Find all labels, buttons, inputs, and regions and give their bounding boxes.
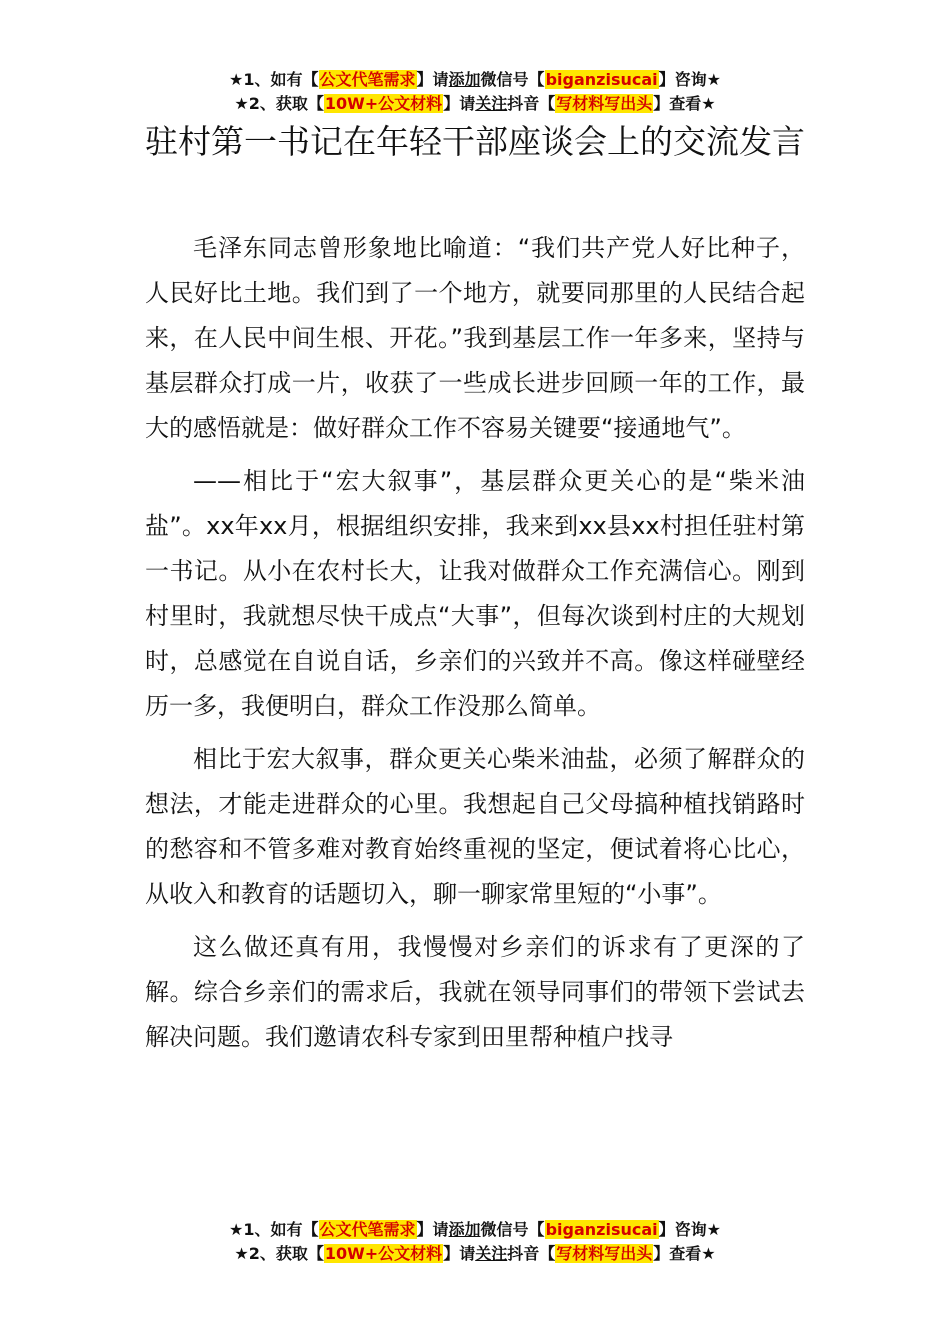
banner-highlight-douyin-account: 写材料写出头	[556, 1244, 653, 1263]
banner-line-1	[0, 68, 950, 92]
banner-highlight-service: 公文代笔需求	[319, 1220, 416, 1239]
banner-text: ★1、如有【	[229, 1220, 319, 1239]
banner-text: 抖音【	[507, 94, 556, 113]
document-title: 驻村第一书记在年轻干部座谈会上的交流发言	[145, 122, 805, 161]
banner-text: 微信号【	[480, 1220, 545, 1239]
banner-emphasis: 关注	[475, 94, 508, 113]
banner-text: 抖音【	[507, 1244, 556, 1263]
banner-text: ★1、如有【	[229, 70, 319, 89]
banner-highlight-wechat-id: biganzisucai	[545, 1220, 658, 1239]
banner-text: 】请	[416, 1220, 449, 1239]
banner-text: 】查看★	[653, 1244, 716, 1263]
banner-text: ★2、获取【	[234, 94, 324, 113]
paragraph-1: 毛泽东同志曾形象地比喻道：“我们共产党人好比种子，人民好比土地。我们到了一个地方，就要同那里的人民结合起来，在人民中间生根、开花。”我到基层工作一年多来，坚持与基层群众打成一片，收获了一些成长进步回顾一年的工作，最大的感悟就是：做好群众工作不容易关键要“接通地气”。	[145, 234, 805, 442]
document-body	[145, 226, 805, 1068]
header-banner	[0, 68, 950, 116]
banner-text: 】咨询★	[658, 70, 721, 89]
banner-highlight-douyin-account: 写材料写出头	[556, 94, 653, 113]
banner-line-2	[0, 1242, 950, 1266]
paragraph-3: 相比于宏大叙事，群众更关心柴米油盐，必须了解群众的想法，才能走进群众的心里。我想起自己父母搞种植找销路时的愁容和不管多难对教育始终重视的坚定，便试着将心比心，从收入和教育的话题切入，聊一聊家常里短的“小事”。	[145, 745, 805, 908]
banner-text: 】请	[443, 1244, 476, 1263]
banner-emphasis: 添加	[448, 70, 481, 89]
banner-text: 微信号【	[480, 70, 545, 89]
banner-text: 】请	[416, 70, 449, 89]
banner-text: 】查看★	[653, 94, 716, 113]
footer-banner	[0, 1218, 950, 1266]
banner-emphasis: 关注	[475, 1244, 508, 1263]
banner-text: 】请	[443, 94, 476, 113]
paragraph-4: 这么做还真有用，我慢慢对乡亲们的诉求有了更深的了解。综合乡亲们的需求后，我就在领导同事们的带领下尝试去解决问题。我们邀请农科专家到田里帮种植户找寻	[145, 933, 805, 1051]
paragraph-2: ——相比于“宏大叙事”，基层群众更关心的是“柴米油盐”。xx年xx月，根据组织安排，我来到xx县xx村担任驻村第一书记。从小在农村长大，让我对做群众工作充满信心。刚到村里时，我就想尽快干成点“大事”，但每次谈到村庄的大规划时，总感觉在自说自话，乡亲们的兴致并不高。像这样碰壁经历一多，我便明白，群众工作没那么简单。	[145, 467, 805, 720]
banner-text: 】咨询★	[658, 1220, 721, 1239]
banner-text: ★2、获取【	[234, 1244, 324, 1263]
banner-highlight-materials: 10W+公文材料	[324, 94, 443, 113]
banner-highlight-service: 公文代笔需求	[319, 70, 416, 89]
banner-highlight-wechat-id: biganzisucai	[545, 70, 658, 89]
banner-line-2	[0, 92, 950, 116]
banner-line-1	[0, 1218, 950, 1242]
banner-highlight-materials: 10W+公文材料	[324, 1244, 443, 1263]
banner-emphasis: 添加	[448, 1220, 481, 1239]
